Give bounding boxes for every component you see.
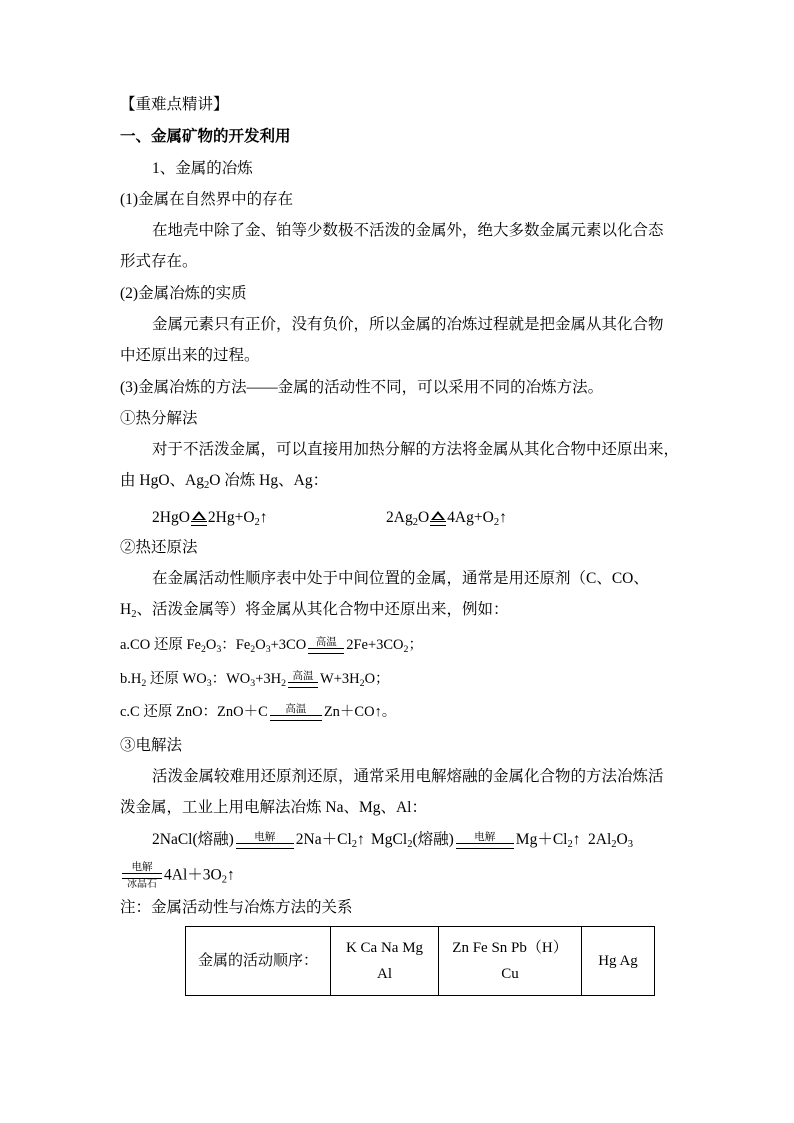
table-cell: Zn Fe Sn Pb（H） Cu	[439, 927, 582, 996]
p2-title: (2)金属冶炼的实质	[120, 285, 247, 302]
heat-triangle-icon	[430, 511, 446, 526]
section-title: 一、金属矿物的开发利用	[120, 128, 291, 145]
p1-title: (1)金属在自然界中的存在	[120, 191, 294, 208]
activity-table	[185, 926, 655, 996]
method1-text-line2: 由 HgO、$Ag_2O$ 冶炼 Hg、Ag：	[120, 472, 329, 492]
table-cell: Hg Ag	[582, 927, 655, 996]
method3-title: ③电解法	[120, 737, 183, 754]
high-temp-arrow: 高温	[270, 704, 322, 721]
equation-b: $b.H_2$ 还原 $WO_3$：$WO_3+3H_2$ 高温 $W+3H_2O$；	[120, 671, 390, 689]
p1-text-line2: 形式存在。	[120, 253, 198, 270]
method2-text-line1: 在金属活动性顺序表中处于中间位置的金属，通常是用还原剂（C、CO、	[152, 570, 649, 587]
equation-nacl: 2NaCl(熔融) 电解 $2Na+Cl_2↑$	[152, 831, 365, 851]
table-cell: K Ca Na Mg Al	[331, 927, 439, 996]
equation-c: c.C 还原 ZnO：ZnO＋C 高温 Zn＋CO↑。	[120, 704, 397, 720]
method1-title: ①热分解法	[120, 410, 198, 427]
electrolysis-cryolite-arrow: 电解 冰晶石	[122, 862, 162, 890]
table-header-cell: 金属的活动顺序：	[186, 927, 331, 996]
high-temp-arrow: 高温	[308, 637, 344, 654]
electrolysis-arrow: 电解	[456, 832, 514, 849]
subsection-title: 1、金属的冶炼	[152, 160, 253, 177]
method2-title: ②热还原法	[120, 539, 198, 556]
method1-text-line1: 对于不活泼金属，可以直接用加热分解的方法将金属从其化合物中还原出来，	[152, 441, 680, 458]
electrolysis-arrow: 电解	[236, 832, 294, 849]
heading: 【重难点精讲】	[120, 96, 229, 113]
equation-mgcl2: MgCl$_2$(熔融) 电解 $Mg+Cl_2↑$	[371, 831, 581, 851]
method2-text-line2: $H_2$、活泼金属等）将金属从其化合物中还原出来，例如：	[120, 601, 509, 621]
method3-text-line1: 活泼金属较难用还原剂还原，通常采用电解熔融的金属化合物的方法冶炼活	[152, 768, 664, 785]
equation-a: a.CO 还原 $Fe_2O_3$：$Fe_2O_3+3CO$ 高温 $2Fe+3CO_2$；	[120, 637, 423, 655]
equation-al2o3-left: $2Al_2O_3$	[588, 831, 633, 851]
method3-text-line2: 泼金属，工业上用电解法冶炼 Na、Mg、Al：	[120, 799, 427, 816]
note: 注：金属活动性与冶炼方法的关系	[120, 899, 353, 916]
p2-text-line1: 金属元素只有正价，没有负价，所以金属的冶炼过程就是把金属从其化合物	[152, 316, 664, 333]
heat-triangle-icon	[191, 511, 207, 526]
table-row	[186, 927, 655, 996]
p1-text-line1: 在地壳中除了金、铂等少数极不活泼的金属外，绝大多数金属元素以化合态	[152, 222, 664, 239]
equation-ag2o: $2Ag_2O$ $4Ag+O_2↑$	[386, 509, 507, 529]
p2-text-line2: 中还原出来的过程。	[120, 347, 260, 364]
equation-al2o3-right: 电解 冰晶石 $4Al+3O_2↑$	[120, 862, 235, 890]
high-temp-arrow: 高温	[288, 671, 318, 688]
equation-hgo: 2HgO $2Hg+O_2↑$	[152, 509, 268, 529]
p3-title: (3)金属冶炼的方法——金属的活动性不同，可以采用不同的冶炼方法。	[120, 379, 604, 396]
